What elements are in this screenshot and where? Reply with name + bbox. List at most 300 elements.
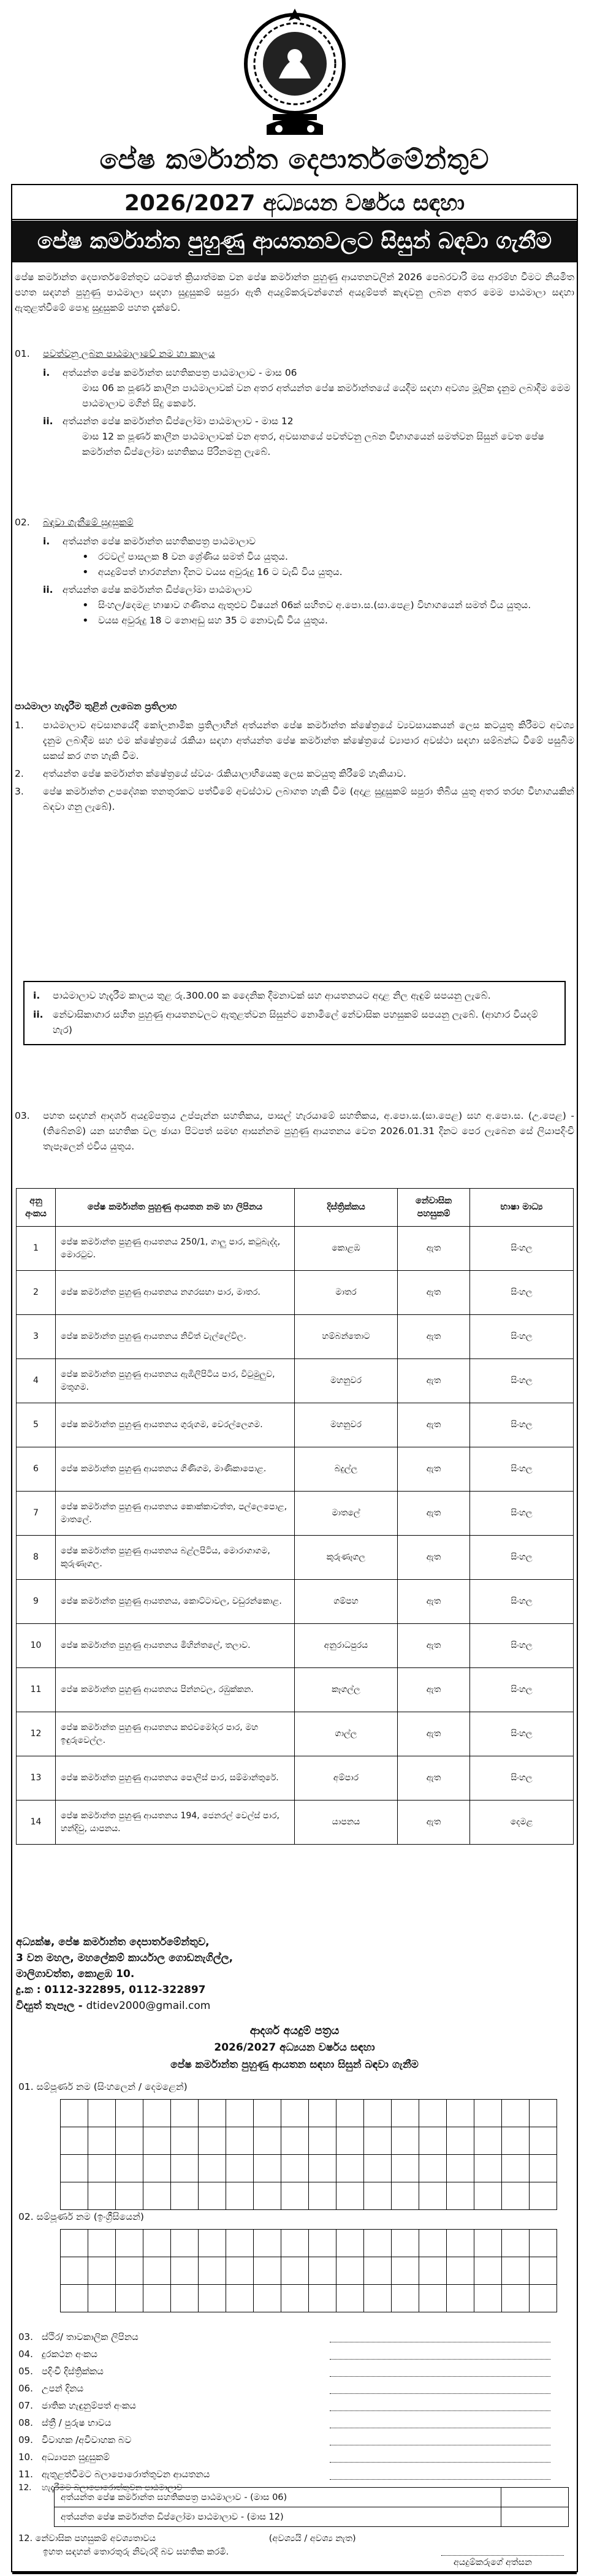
section-number: 02. — [15, 517, 30, 528]
section-number: 03. — [15, 1110, 30, 1121]
letter-box[interactable] — [199, 2257, 226, 2285]
letter-box[interactable] — [419, 2100, 447, 2127]
phone-label: දු.ක — [16, 1984, 33, 1996]
section-application — [15, 1108, 574, 1154]
field-label: හැදෑරීමට බලාපොරොත්තුවන පාඨමාලාව — [42, 2483, 183, 2493]
field-label: ඇතුළත්වීමට බලාපොරොත්තුවන ආයතනය — [42, 2469, 210, 2480]
phone-number: 0112-322895, 0112-322897 — [44, 1984, 206, 1996]
medium: සිංහල — [470, 1712, 574, 1756]
hostel-question-label: 12. නේවාසික පහසුකම් අවශ්‍යතාවය — [18, 2534, 156, 2544]
letter-box[interactable] — [474, 2127, 502, 2155]
form-field[interactable] — [18, 2395, 570, 2411]
letter-box[interactable] — [143, 2127, 171, 2155]
letter-box[interactable] — [336, 2257, 364, 2285]
letter-box[interactable] — [336, 2230, 364, 2257]
hostel: ඇත — [398, 1227, 470, 1271]
letter-box[interactable] — [226, 2182, 254, 2210]
letter-box[interactable] — [226, 2257, 254, 2285]
table-row — [17, 1315, 574, 1359]
letter-box[interactable] — [392, 2182, 419, 2210]
field-label: දුරකථන අංකය — [42, 2349, 98, 2360]
letter-box[interactable] — [447, 2100, 474, 2127]
field-label: ස්ථිර/ තාවකාලික ලිපිනය — [42, 2331, 139, 2342]
letter-box[interactable] — [502, 2100, 530, 2127]
letter-box[interactable] — [61, 2285, 88, 2312]
field-line[interactable] — [330, 2383, 550, 2394]
letter-box[interactable] — [171, 2285, 199, 2312]
form-field[interactable] — [18, 2361, 570, 2377]
letter-box[interactable] — [392, 2230, 419, 2257]
field-number: 08. — [18, 2417, 33, 2428]
section-number: 01. — [15, 348, 30, 359]
table-row — [17, 1447, 574, 1492]
field-line[interactable] — [330, 2434, 550, 2445]
field-line[interactable] — [330, 2417, 550, 2428]
hostel: ඇත — [398, 1403, 470, 1447]
row-number: 7 — [17, 1492, 56, 1536]
letter-box[interactable] — [419, 2285, 447, 2312]
medium: සිංහල — [470, 1624, 574, 1668]
field-number: 05. — [18, 2366, 33, 2377]
letter-box[interactable] — [226, 2285, 254, 2312]
letter-box[interactable] — [474, 2100, 502, 2127]
letter-box[interactable] — [254, 2230, 281, 2257]
letter-box[interactable] — [474, 2182, 502, 2210]
table-row — [17, 1756, 574, 1801]
hostel: ඇත — [398, 1624, 470, 1668]
letter-box[interactable] — [199, 2285, 226, 2312]
letter-box[interactable] — [254, 2285, 281, 2312]
letter-box[interactable] — [364, 2230, 392, 2257]
table-row — [17, 1403, 574, 1447]
letter-box[interactable] — [336, 2127, 364, 2155]
qualification-diploma: අත්යන්ත පේෂ කර්මාන්ත ඩිප්ලෝමා පාඨමාලාව — [63, 584, 253, 595]
letter-box[interactable] — [447, 2155, 474, 2182]
letter-box[interactable] — [392, 2257, 419, 2285]
row-number: 2 — [17, 1271, 56, 1315]
letter-box[interactable] — [254, 2127, 281, 2155]
institution-name: පේෂ කර්මාන්ත පුහුණු ආයතනය ඇඹිලිපිටිය පාර, විටුමුලුව, මතුගම. — [56, 1359, 295, 1403]
table-row — [17, 1227, 574, 1271]
field-label: අධ්‍යාපන සුදුසුකම් — [42, 2452, 110, 2463]
qualification-item: සිංහල/දෙමළ භාෂාව ගණිතය ඇතුළුව විෂයන් 06ක් සහිතව අ.පො.ස.(සා.පෙළ) විභාගයෙන් සමත් විය යුතුය. — [98, 600, 531, 611]
grid-row — [61, 2182, 557, 2210]
letter-box[interactable] — [530, 2230, 557, 2257]
letter-box[interactable] — [530, 2182, 557, 2210]
district: මාතර — [295, 1271, 398, 1315]
letter-box[interactable] — [171, 2182, 199, 2210]
letter-box[interactable] — [61, 2100, 88, 2127]
contact-block: අධ්‍යක්ෂ, පේෂ කර්මාන්ත දෙපාර්තමේන්තුව, 3 වන මහල, මහලේකම් කාර්යාල ගොඩනැගිල්ල, මාලිගාවත්ත, කොළඹ 10. දු.ක : 0112-322895, 0112-322897 විද්‍යුත් තැපෑල - dtidev2000@gmail.com — [16, 1934, 233, 2014]
letter-box[interactable] — [309, 2230, 336, 2257]
letter-box[interactable] — [281, 2230, 309, 2257]
medium: සිංහල — [470, 1447, 574, 1492]
field-number: 10. — [18, 2452, 33, 2463]
allowance-box — [23, 981, 566, 1045]
letter-box[interactable] — [392, 2155, 419, 2182]
letter-box[interactable] — [419, 2155, 447, 2182]
table-row — [17, 1712, 574, 1756]
district: අනුරාධපුරය — [295, 1624, 398, 1668]
letter-box[interactable] — [281, 2155, 309, 2182]
table-row — [17, 1536, 574, 1580]
field-label: විවාහක /අවිවාහක බව — [42, 2434, 132, 2445]
institution-name: පේෂ කර්මාන්ත පුහුණු ආයතනය නිවිත් වැල්ලේවිල. — [56, 1315, 295, 1359]
letter-box[interactable] — [226, 2155, 254, 2182]
medium: සිංහල — [470, 1536, 574, 1580]
bullet-icon: • — [82, 614, 89, 627]
name-english-grid[interactable] — [60, 2229, 557, 2312]
letter-box[interactable] — [254, 2182, 281, 2210]
letter-box[interactable] — [143, 2257, 171, 2285]
letter-box[interactable] — [281, 2285, 309, 2312]
qualification-certificate: අත්යන්ත පේෂ කර්මාන්ත සහතිකපත්‍ර පාඨමාලාව — [63, 536, 256, 547]
course-certificate: අත්යන්ත පේෂ කර්මාන්ත සහතිකපත්‍ර පාඨමාලාව - මාස 06 — [63, 367, 297, 378]
letter-box[interactable] — [530, 2100, 557, 2127]
row-number: 6 — [17, 1447, 56, 1492]
letter-box[interactable] — [502, 2182, 530, 2210]
district: මාතලේ — [295, 1492, 398, 1536]
course-option-label: අත්යන්ත පේෂ කර්මාන්ත සහතිකපත්‍ර පාඨමාලාව - (මාස 06) — [55, 2488, 501, 2507]
letter-box[interactable] — [474, 2257, 502, 2285]
medium: සිංහල — [470, 1403, 574, 1447]
letter-box[interactable] — [281, 2127, 309, 2155]
institution-name: පේෂ කර්මාන්ත පුහුණු ආයතනය මිහින්තලේ, තලාව. — [56, 1624, 295, 1668]
grid-row — [61, 2257, 557, 2285]
letter-box[interactable] — [309, 2285, 336, 2312]
letter-box[interactable] — [116, 2155, 143, 2182]
letter-box[interactable] — [502, 2155, 530, 2182]
row-number: 8 — [17, 1536, 56, 1580]
hostel: ඇත — [398, 1447, 470, 1492]
letter-box[interactable] — [336, 2155, 364, 2182]
institution-name: පේෂ කර්මාන්ත පුහුණු ආයතනය කොක්කාවත්ත, පල්ලෙපොළ, මාතලේ. — [56, 1492, 295, 1536]
letter-box[interactable] — [116, 2100, 143, 2127]
institution-name: පේෂ කර්මාන්ත පුහුණු ආයතනය පොලිස් පාර, සම්මාන්තුරේ. — [56, 1756, 295, 1801]
letter-box[interactable] — [392, 2127, 419, 2155]
letter-box[interactable] — [530, 2155, 557, 2182]
letter-box[interactable] — [199, 2100, 226, 2127]
item-number: ii. — [43, 416, 53, 427]
letter-box[interactable] — [143, 2182, 171, 2210]
field-label: ස්ත්‍රී / පුරුෂ භාවය — [42, 2417, 112, 2428]
letter-box[interactable] — [336, 2285, 364, 2312]
hostel: ඇත — [398, 1668, 470, 1712]
section-benefits — [15, 699, 574, 815]
institutions-table — [16, 1188, 574, 1845]
letter-box[interactable] — [61, 2230, 88, 2257]
letter-box[interactable] — [364, 2127, 392, 2155]
letter-box[interactable] — [281, 2182, 309, 2210]
letter-box[interactable] — [116, 2285, 143, 2312]
form-year: 2026/2027 අධ්‍යයන වර්ෂය සඳහා — [214, 2041, 375, 2054]
row-number: 1 — [17, 1227, 56, 1271]
col-district: දිස්ත්‍රික්කය — [295, 1189, 398, 1227]
district: කෑගල්ල — [295, 1668, 398, 1712]
letter-box[interactable] — [309, 2257, 336, 2285]
letter-box[interactable] — [88, 2182, 116, 2210]
letter-box[interactable] — [116, 2230, 143, 2257]
letter-box[interactable] — [392, 2285, 419, 2312]
letter-box[interactable] — [419, 2127, 447, 2155]
letter-box[interactable] — [116, 2257, 143, 2285]
year-heading: 2026/2027 අධ්‍යයන වර්ෂය සඳහා — [12, 187, 577, 220]
institution-name: පේෂ කර්මාන්ත පුහුණු ආයතනය 194, ජෙනරල් වෙල්ස් පාර, හන්දිවු, යාපනය. — [56, 1801, 295, 1845]
row-number: 14 — [17, 1801, 56, 1845]
letter-box[interactable] — [171, 2230, 199, 2257]
letter-box[interactable] — [61, 2155, 88, 2182]
letter-box[interactable] — [226, 2100, 254, 2127]
benefit-item: පාඨමාලාව අවසානයේදී කෝලනාමික ප්‍රතිලාභීන් අත්යන්ත පේෂ කර්මාන්ත ක්ෂේත්‍රයේ ව්‍යවසායකයන් ලෙස කටයුතු කිරීමට අවශ්‍ය දැනුම ලබාදීම සහ එම ක්ෂේත්‍රයේ රැකියා සඳහා අත්යන්ත පේෂ කර්මාන්ත ක්ෂේත්‍රයේ ව්‍යාපාර අවස්ථා සඳහා සම්බන්ධ වීමේ පසුබිම සකස් කර ගත හැකි වීම. — [43, 720, 574, 761]
institution-name: පේෂ කර්මාන්ත පුහුණු ආයතනය පින්නවල, රඹුක්කන. — [56, 1668, 295, 1712]
form-field[interactable] — [18, 2326, 570, 2342]
course-diploma: අත්යන්ත පේෂ කර්මාන්ත ඩිප්ලෝමා පාඨමාලාව - මාස 12 — [63, 416, 294, 427]
letter-box[interactable] — [336, 2182, 364, 2210]
letter-box[interactable] — [364, 2257, 392, 2285]
letter-box[interactable] — [309, 2155, 336, 2182]
institution-name: පේෂ කර්මාන්ත පුහුණු ආයතනය, කොට්ටාවල, වඩුරන්කොළ. — [56, 1580, 295, 1624]
letter-box[interactable] — [143, 2155, 171, 2182]
course-diploma-note: මාස 12 ක පූර්ණ කාලීන පාඨමාලාවක් වන අතර, අවසානයේ පවත්වනු ලබන විභාගයෙන් සමත්වන සිසුන් වෙත පේෂ කර්මාන්ත ඩිප්ලෝමා සහතිකය පිරිනමනු ලැබේ. — [82, 431, 544, 457]
letter-box[interactable] — [309, 2127, 336, 2155]
letter-box[interactable] — [254, 2155, 281, 2182]
item-number: i. — [43, 367, 50, 378]
table-row — [17, 1668, 574, 1712]
field-line[interactable] — [330, 2366, 550, 2377]
letter-box[interactable] — [447, 2182, 474, 2210]
name-sinhala-grid[interactable] — [60, 2099, 557, 2210]
letter-box[interactable] — [171, 2100, 199, 2127]
district: ගාල්ල — [295, 1712, 398, 1756]
grid-row — [61, 2230, 557, 2257]
section-qualifications — [15, 515, 574, 628]
grid-row — [61, 2127, 557, 2155]
course-option-label: අත්යන්ත පේෂ කර්මාන්ත ඩිප්ලෝමා පාඨමාලාව - (මාස 12) — [55, 2507, 501, 2527]
hostel: ඇත — [398, 1359, 470, 1403]
benefit-item: පේෂ කර්මාන්ත උපදේශක තනතුරකට පත්වීමේ අවස්ථාව ලබාගත හැකි වීම (අදාළ සුදුසුකම් සපුරා තිබිය යුතු අතර තරඟ විභාගයකින් බඳවා ගනු ලැබේ). — [43, 786, 574, 812]
col-medium: භාෂා මාධ්‍ය — [470, 1189, 574, 1227]
medium: සිංහල — [470, 1756, 574, 1801]
item-number: i. — [33, 990, 40, 1001]
row-number: 12 — [17, 1712, 56, 1756]
department-title: පේෂ කර්මාන්ත දෙපාර්තමේන්තුව — [99, 144, 490, 175]
letter-box[interactable] — [309, 2182, 336, 2210]
form-field[interactable] — [18, 2378, 570, 2394]
institution-name: පේෂ කර්මාන්ත පුහුණු ආයතනය කළුවමෝදර පාර, මහ ඉඳුරුවෙල්ල. — [56, 1712, 295, 1756]
table-row — [17, 1580, 574, 1624]
letter-box[interactable] — [364, 2285, 392, 2312]
col-hostel: නේවාසික පහසුකම් — [398, 1189, 470, 1227]
course-option-row[interactable] — [55, 2507, 569, 2527]
field-number: 09. — [18, 2434, 33, 2445]
benefit-item: අත්යන්ත පේෂ කර්මාන්ත ක්ෂේත්‍රයේ ස්වයං රැකියාලාභියෙකු ලෙස කටයුතු කිරීමේ හැකියාව. — [43, 768, 406, 779]
field-number: 07. — [18, 2400, 33, 2411]
main-heading: පේෂ කර්මාන්ත පුහුණු ආයතනවලට සිසුන් බඳවා ගැනීම — [12, 221, 577, 262]
signature-label: අයදුම්කරුගේ අත්සන — [454, 2558, 532, 2567]
form-field[interactable] — [18, 2447, 570, 2463]
letter-box[interactable] — [61, 2127, 88, 2155]
letter-box[interactable] — [447, 2285, 474, 2312]
section-heading: බඳවා ගැනීමේ සුදුසුකම් — [43, 517, 134, 528]
col-institution: පේෂ කර්මාන්ත පුහුණු ආයතන නම හා ලිපිනය — [56, 1189, 295, 1227]
letter-box[interactable] — [116, 2182, 143, 2210]
field-line[interactable] — [330, 2400, 550, 2411]
medium: සිංහල — [470, 1492, 574, 1536]
letter-box[interactable] — [419, 2230, 447, 2257]
medium: දෙමළ — [470, 1801, 574, 1845]
field-number: 06. — [18, 2383, 33, 2394]
letter-box[interactable] — [226, 2127, 254, 2155]
letter-box[interactable] — [61, 2257, 88, 2285]
hostel: ඇත — [398, 1536, 470, 1580]
course-certificate-note: මාස 06 ක පූර්ණ කාලීන පාඨමාලාවක් වන අතර අත්යන්ත පේෂ කර්මාන්තයේ යෙදීම සඳහා අවශ්‍ය මූලික දැනුම ලබාදීම මෙම පාඨමාලාව මගින් සිදු කෙරේ. — [82, 383, 571, 409]
letter-box[interactable] — [199, 2127, 226, 2155]
letter-box[interactable] — [143, 2100, 171, 2127]
benefits-heading: පාඨමාලා හැදෑරීම තුළින් ලැබෙන ප්‍රතිලාභ — [15, 701, 177, 712]
letter-box[interactable] — [226, 2230, 254, 2257]
letter-box[interactable] — [143, 2285, 171, 2312]
course-option-row[interactable] — [55, 2488, 569, 2507]
letter-box[interactable] — [88, 2127, 116, 2155]
letter-box[interactable] — [364, 2155, 392, 2182]
letter-box[interactable] — [88, 2100, 116, 2127]
hostel: ඇත — [398, 1712, 470, 1756]
letter-box[interactable] — [254, 2100, 281, 2127]
letter-box[interactable] — [171, 2127, 199, 2155]
qualification-item: අයදුම්පත් භාරගන්නා දිනට වයස අවුරුදු 16 ට වැඩි විය යුතුය. — [98, 566, 343, 577]
institution-name: පේෂ කර්මාන්ත පුහුණු ආයතනය 250/1, ගාලු පාර, කටුබැද්ද, මොරටුව. — [56, 1227, 295, 1271]
medium: සිංහල — [470, 1227, 574, 1271]
row-number: 11 — [17, 1668, 56, 1712]
institution-name: පේෂ කර්මාන්ත පුහුණු ආයතනය බළ්ලපිටිය, මොරාගාගම, කුරුණෑගල. — [56, 1536, 295, 1580]
grid-row — [61, 2155, 557, 2182]
district: ගම්පහ — [295, 1580, 398, 1624]
letter-box[interactable] — [88, 2285, 116, 2312]
hostel: ඇත — [398, 1492, 470, 1536]
application-instructions: පහත සඳහන් ආදර්ශ අයදුම්පත්‍රය උප්පැන්න සහතිකය, පාසල් හැරයාමේ සහතිකය, අ.පො.ස.(සා.පෙළ) සහ අ.පො.ස. (උ.පෙළ) - (තිබේනම්) යන සහතික වල ඡායා පිටපත් සමඟ ආසන්නම පුහුණු ආයතනය වෙත 2026.01.31 දිනට පෙර ලැබෙන සේ ලියාපදිංචි තැපෑලෙන් එවිය යුතුය. — [43, 1110, 574, 1152]
row-number: 9 — [17, 1580, 56, 1624]
letter-box[interactable] — [474, 2230, 502, 2257]
hostel: ඇත — [398, 1271, 470, 1315]
letter-box[interactable] — [199, 2155, 226, 2182]
item-number: ii. — [33, 1009, 44, 1020]
sri-lanka-emblem-icon — [242, 5, 348, 139]
letter-box[interactable] — [502, 2230, 530, 2257]
letter-box[interactable] — [364, 2100, 392, 2127]
letter-box[interactable] — [336, 2100, 364, 2127]
letter-box[interactable] — [61, 2182, 88, 2210]
letter-box[interactable] — [171, 2257, 199, 2285]
contact-line: මාලිගාවත්ත, කොළඹ 10. — [16, 1968, 135, 1980]
letter-box[interactable] — [530, 2285, 557, 2312]
district: හම්බන්තොට — [295, 1315, 398, 1359]
row-number: 5 — [17, 1403, 56, 1447]
course-option-checkbox[interactable] — [501, 2488, 569, 2507]
letter-box[interactable] — [143, 2230, 171, 2257]
letter-box[interactable] — [116, 2127, 143, 2155]
col-number: අනු අංකය — [17, 1189, 56, 1227]
course-option-checkbox[interactable] — [501, 2507, 569, 2527]
section-courses — [15, 346, 574, 460]
hostel-question — [18, 2532, 570, 2545]
table-row — [17, 1359, 574, 1403]
letter-box[interactable] — [530, 2127, 557, 2155]
email-address: dtidev2000@gmail.com — [86, 2000, 211, 2012]
letter-box[interactable] — [88, 2257, 116, 2285]
letter-box[interactable] — [530, 2257, 557, 2285]
letter-box[interactable] — [364, 2182, 392, 2210]
field-line[interactable] — [330, 2349, 550, 2360]
field-number: 12. — [18, 2483, 32, 2493]
section-heading: පවත්වනු ලබන පාඨමාලාවේ නම හා කාලය — [43, 348, 215, 359]
intro-paragraph: පේෂ කර්මාන්ත දෙපාර්තමේන්තුව යටතේ ක්‍රියාත්මක වන පේෂ කර්මාන්ත පුහුණු ආයතනවලින් 2026 පෙබරවාරි මස ආරම්භ වීමට නියමිත පහත සඳහන් පුහුණු පාඨමාලා සඳහා සුදුසුකම් සපුරා ඇති අයදුම්කරුවන්ගෙන් අයදුම්පත් කැඳවනු ලබන අතර මෙම පාඨමාලා සඳහා ඇතුළත්වීමේ පොදු සුදුසුකම් පහත දැක්වේ. — [15, 272, 574, 313]
medium: සිංහල — [470, 1668, 574, 1712]
letter-box[interactable] — [447, 2127, 474, 2155]
letter-box[interactable] — [419, 2257, 447, 2285]
form-field[interactable] — [18, 2412, 570, 2428]
letter-box[interactable] — [392, 2100, 419, 2127]
signature-line[interactable] — [441, 2555, 564, 2556]
field-label: පදිංචි දිස්ත්‍රික්කය — [42, 2366, 104, 2377]
hostel-options[interactable]: (අවශ්‍යයි / අවශ්‍ය නැත) — [268, 2534, 356, 2544]
letter-box[interactable] — [199, 2182, 226, 2210]
hostel: ඇත — [398, 1801, 470, 1845]
letter-box[interactable] — [254, 2257, 281, 2285]
letter-box[interactable] — [88, 2230, 116, 2257]
grid-row — [61, 2100, 557, 2127]
item-number: 1. — [15, 720, 24, 731]
district: කොළඹ — [295, 1227, 398, 1271]
form-field[interactable] — [18, 2344, 570, 2360]
letter-box[interactable] — [474, 2155, 502, 2182]
field-line[interactable] — [330, 2452, 550, 2463]
declaration: ඉහත සඳහන් තොරතුරු නිවැරදි බව සහතික කරමි. — [43, 2547, 229, 2557]
letter-box[interactable] — [419, 2182, 447, 2210]
letter-box[interactable] — [502, 2127, 530, 2155]
district: බදුල්ල — [295, 1447, 398, 1492]
bullet-icon: • — [82, 551, 89, 563]
district: කුරුණෑගල — [295, 1536, 398, 1580]
letter-box[interactable] — [309, 2100, 336, 2127]
letter-box[interactable] — [502, 2257, 530, 2285]
letter-box[interactable] — [474, 2285, 502, 2312]
letter-box[interactable] — [447, 2230, 474, 2257]
row-number: 4 — [17, 1359, 56, 1403]
hostel: ඇත — [398, 1756, 470, 1801]
letter-box[interactable] — [88, 2155, 116, 2182]
form-field[interactable] — [18, 2429, 570, 2445]
row-number: 3 — [17, 1315, 56, 1359]
letter-box[interactable] — [447, 2257, 474, 2285]
field-number: 04. — [18, 2349, 33, 2360]
letter-box[interactable] — [502, 2285, 530, 2312]
institution-name: පේෂ කර්මාන්ත පුහුණු ආයතනය නගරසභා පාර, මාතර. — [56, 1271, 295, 1315]
institution-name: පේෂ කර්මාන්ත පුහුණු ආයතනය ගිණිගම, මාණිකාපොළ. — [56, 1447, 295, 1492]
medium: සිංහල — [470, 1359, 574, 1403]
hostel: ඇත — [398, 1580, 470, 1624]
form-subtitle: පේෂ කර්මාන්ත පුහුණු ආයතන සඳහා සිසුන් බඳවා ගැනීම — [170, 2059, 419, 2071]
row-number: 13 — [17, 1756, 56, 1801]
letter-box[interactable] — [171, 2155, 199, 2182]
field-line[interactable] — [330, 2331, 550, 2342]
letter-box[interactable] — [281, 2257, 309, 2285]
letter-box[interactable] — [281, 2100, 309, 2127]
medium: සිංහල — [470, 1580, 574, 1624]
item-number: 2. — [15, 768, 24, 779]
qualification-item: රටවල් පාසලක 8 වන ශ්‍රේණිය සමත් විය යුතුය. — [98, 551, 288, 562]
field-number: 03. — [18, 2331, 33, 2342]
letter-box[interactable] — [199, 2230, 226, 2257]
